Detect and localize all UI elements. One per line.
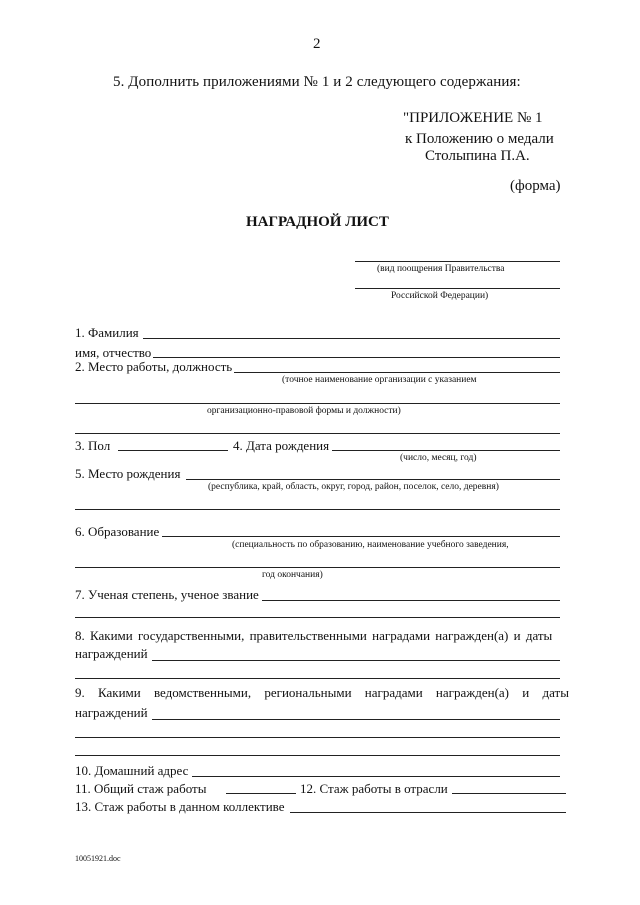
field-work-caption-1: (точное наименование организации с указанием [282,375,477,385]
field-state-awards-line[interactable] [152,660,560,661]
field-birthdate-line[interactable] [332,450,560,451]
field-name-label: имя, отчество [75,345,152,360]
field-total-exp-line[interactable] [226,793,296,794]
field-address-label: 10. Домашний адрес [75,763,189,778]
field-surname-label: 1. Фамилия [75,325,139,340]
field-state-awards-line-2[interactable] [75,678,560,679]
award-line-1[interactable] [355,261,560,262]
file-name-footer: 10051921.doc [75,854,121,863]
field-work-line[interactable] [234,372,560,373]
page-number: 2 [313,36,321,52]
field-degree-line[interactable] [262,600,560,601]
field-education-caption-2: год окончания) [262,570,323,580]
document-title: НАГРАДНОЙ ЛИСТ [246,214,389,230]
field-sex-label: 3. Пол [75,438,111,453]
appendix-title: "ПРИЛОЖЕНИЕ № 1 [403,110,543,126]
field-dept-awards-dates-label: награждений [75,705,148,720]
field-address-line[interactable] [192,776,560,777]
field-dept-awards-label: 9. Какими ведомственными, региональными наградами награжден(а) и даты [75,685,569,700]
field-state-awards-label: 8. Какими государственными, правительственными наградами награжден(а) и даты [75,628,553,643]
field-birthdate-caption: (число, месяц, год) [400,453,477,463]
field-industry-exp-line[interactable] [452,793,566,794]
field-name-line[interactable] [153,357,560,358]
award-caption-1: (вид поощрения Правительства [377,264,505,274]
field-state-awards-dates-label: награждений [75,646,148,661]
field-birthplace-line[interactable] [186,479,560,480]
field-work-label: 2. Место работы, должность [75,359,233,374]
field-work-caption-2: организационно-правовой формы и должности) [207,406,401,416]
field-total-exp-label: 11. Общий стаж работы [75,781,207,796]
field-sex-line[interactable] [118,450,228,451]
field-birthplace-line-2[interactable] [75,509,560,510]
field-team-exp-line[interactable] [290,812,566,813]
field-education-caption-1: (специальность по образованию, наименование учебного заведения, [232,540,509,550]
field-birthplace-caption: (республика, край, область, округ, город, район, поселок, село, деревня) [208,482,499,492]
appendix-subtitle: к Положению о медали [405,131,554,147]
award-caption-2: Российской Федерации) [391,291,489,301]
field-dept-awards-line[interactable] [152,719,560,720]
field-surname-line[interactable] [143,338,560,339]
field-team-exp-label: 13. Стаж работы в данном коллективе [75,799,285,814]
field-education-label: 6. Образование [75,524,160,539]
award-line-2[interactable] [355,288,560,289]
appendix-medal: Столыпина П.А. [425,148,530,164]
field-birthdate-label: 4. Дата рождения [233,438,330,453]
field-education-line[interactable] [162,536,560,537]
field-work-line-2[interactable] [75,403,560,404]
form-note: (форма) [510,178,561,194]
field-dept-awards-line-2[interactable] [75,737,560,738]
field-industry-exp-label: 12. Стаж работы в отрасли [300,781,448,796]
intro-line: 5. Дополнить приложениями № 1 и 2 следующего содержания: [113,74,521,90]
field-degree-label: 7. Ученая степень, ученое звание [75,587,259,602]
field-birthplace-label: 5. Место рождения [75,466,181,481]
field-degree-line-2[interactable] [75,617,560,618]
field-education-line-2[interactable] [75,567,560,568]
field-work-line-3[interactable] [75,433,560,434]
field-dept-awards-line-3[interactable] [75,755,560,756]
